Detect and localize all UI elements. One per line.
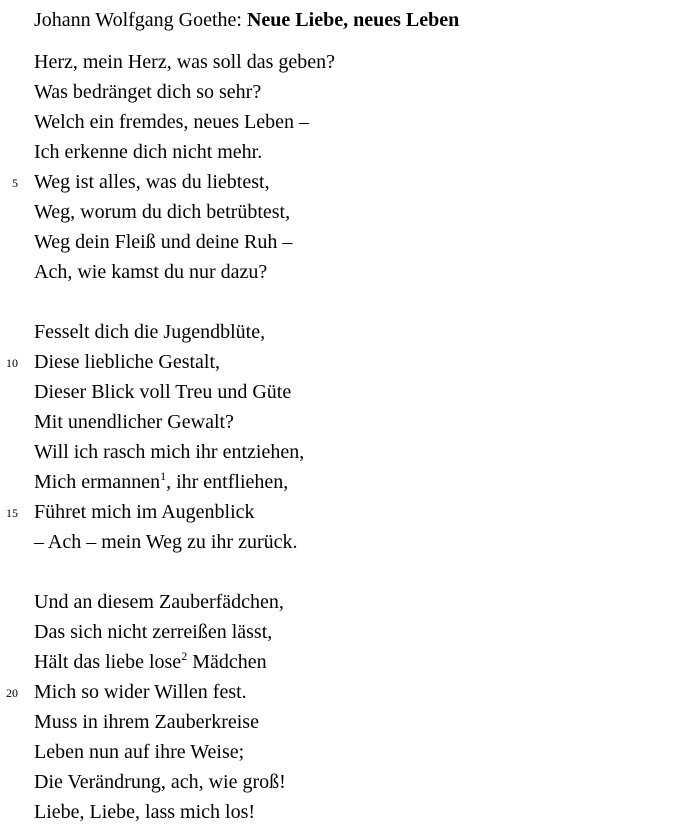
verse-line [0,617,691,647]
verse-line [0,467,691,497]
verse-text-part: , ihr entfliehen, [166,471,289,493]
verse-text: Ach, wie kamst du nur dazu? [34,261,268,283]
verse-line [0,107,691,137]
verse-line [0,407,691,437]
verse-text: Fesselt dich die Jugendblüte, [34,321,266,343]
verse-text: Muss in ihrem Zauberkreise [34,711,259,733]
verse-line [0,257,691,287]
verse-line [0,77,691,107]
verse-text [34,647,267,677]
verse-text: Und an diesem Zauberfädchen, [34,591,284,613]
verse-line [0,737,691,767]
stanza-3 [0,587,691,827]
verse-text-part: Mädchen [187,651,267,673]
verse-text: Will ich rasch mich ihr entziehen, [34,441,305,463]
verse-text: Was bedränget dich so sehr? [34,81,262,103]
verse-text: Welch ein fremdes, neues Leben – [34,111,309,133]
verse-text: Ich erkenne dich nicht mehr. [34,141,263,163]
verse-line [0,47,691,77]
verse-text: Mich so wider Willen fest. [34,681,247,703]
verse-text: Leben nun auf ihre Weise; [34,741,245,763]
verse-text: – Ach – mein Weg zu ihr zurück. [34,531,298,553]
verse-line [0,497,691,527]
verse-line [0,527,691,557]
verse-line [0,197,691,227]
verse-line [0,167,691,197]
verse-text [34,467,288,497]
verse-line [0,587,691,617]
verse-line [0,767,691,797]
footnote-marker: 2 [181,649,188,663]
verse-line [0,377,691,407]
verse-text: Dieser Blick voll Treu und Güte [34,381,292,403]
verse-line [0,797,691,827]
verse-text: Die Verändrung, ach, wie groß! [34,771,286,793]
verse-text: Weg dein Fleiß und deine Ruh – [34,231,293,253]
verse-text: Weg ist alles, was du liebtest, [34,171,270,193]
verse-line [0,437,691,467]
line-number: 10 [6,356,18,370]
verse-line [0,677,691,707]
verse-line [0,647,691,677]
verse-text: Diese liebliche Gestalt, [34,351,221,373]
verse-line [0,227,691,257]
verse-line [0,707,691,737]
verse-text: Weg, worum du dich betrübtest, [34,201,291,223]
verse-text: Das sich nicht zerreißen lässt, [34,621,273,643]
line-number: 20 [6,686,18,700]
line-number: 15 [6,506,18,520]
verse-text: Führet mich im Augenblick [34,501,255,523]
stanza-2 [0,317,691,557]
verse-text: Herz, mein Herz, was soll das geben? [34,51,335,73]
footnote-marker: 1 [160,469,167,483]
poem-title: Neue Liebe, neues Leben [246,9,460,31]
author-name: Johann Wolfgang Goethe: [34,9,242,31]
line-number: 5 [12,176,18,190]
poem-heading [34,7,459,33]
verse-line [0,347,691,377]
verse-text-part: Hält das liebe lose [34,651,182,673]
stanza-1 [0,47,691,287]
verse-line [0,317,691,347]
verse-text-part: Mich ermannen [34,471,161,493]
verse-line [0,137,691,167]
verse-text: Liebe, Liebe, lass mich los! [34,801,256,823]
verse-text: Mit unendlicher Gewalt? [34,411,234,433]
